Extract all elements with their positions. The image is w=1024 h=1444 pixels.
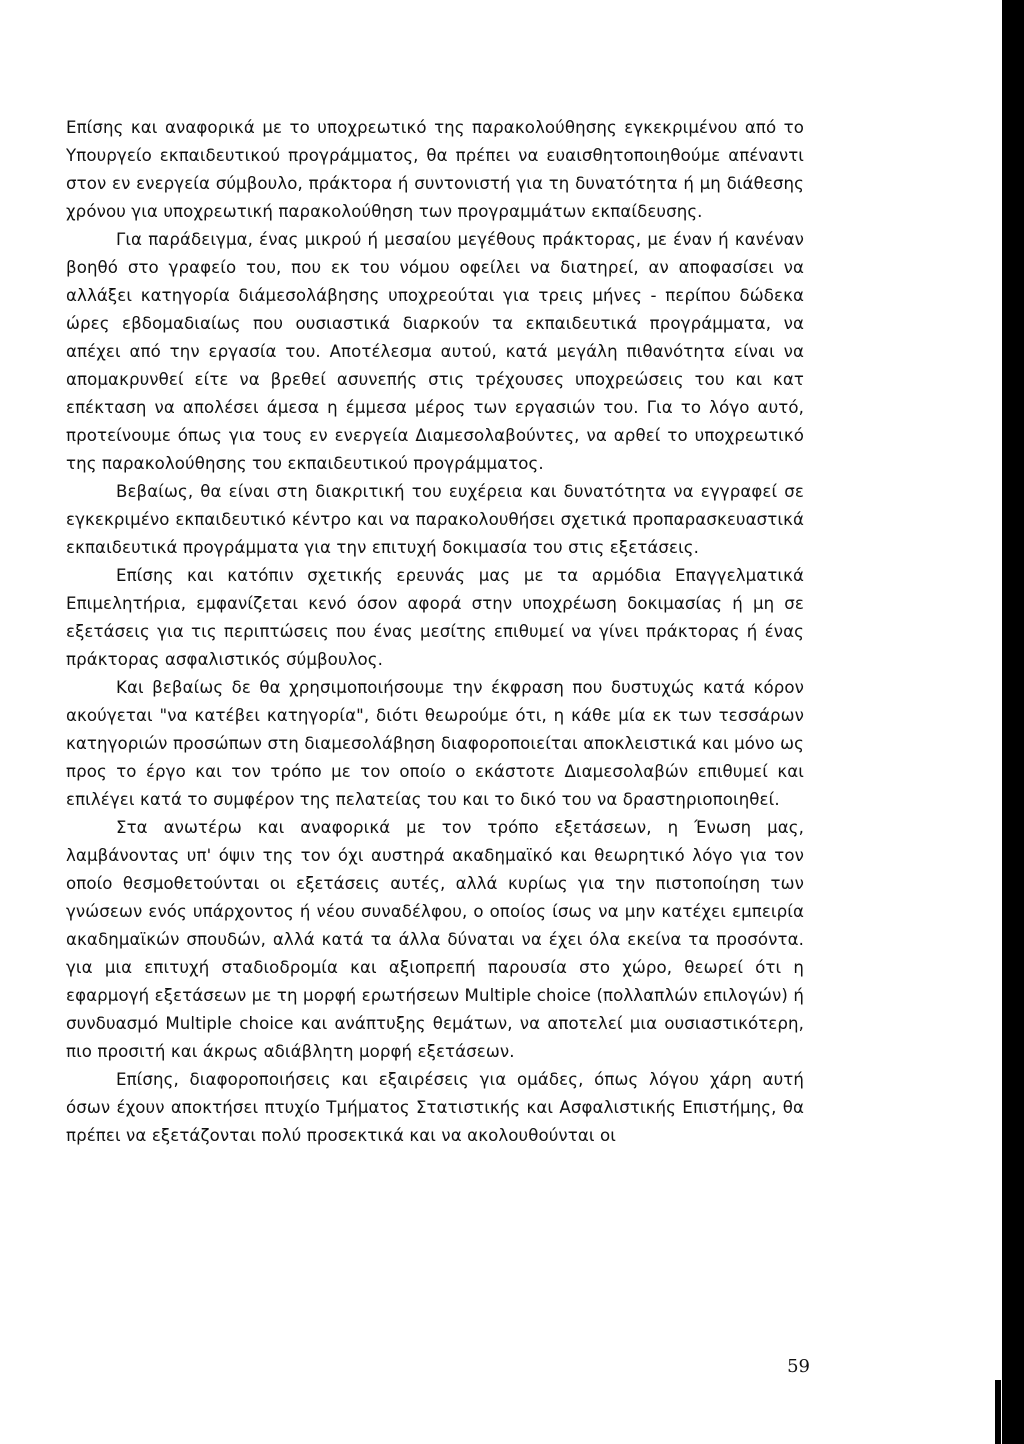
body-text (66, 114, 804, 1150)
page-number: 59 (787, 1356, 810, 1377)
scan-edge-mark (995, 1380, 1001, 1444)
paragraph-4: Επίσης και κατόπιν σχετικής ερευνάς μας με τα αρμόδια Επαγγελματικά Επιμελητήρια, εμφανίζεται κενό όσον αφορά στην υποχρέωση δοκιμασίας ή μη σε εξετάσεις για τις περιπτώσεις που ένας μεσίτης επιθυμεί να γίνει πράκτορας ή ένας πράκτορας ασφαλιστικός σύμβουλος. (66, 566, 804, 669)
paragraph-7: Επίσης, διαφοροποιήσεις και εξαιρέσεις για ομάδες, όπως λόγου χάρη αυτή όσων έχουν αποκτήσει πτυχίο Τμήματος Στατιστικής και Ασφαλιστικής Επιστήμης, θα πρέπει να εξετάζονται πολύ προσεκτικά και να ακολουθούνται οι (66, 1070, 804, 1145)
paragraph-1: Επίσης και αναφορικά με το υποχρεωτικό της παρακολούθησης εγκεκριμένου από το Υπουργείο εκπαιδευτικού προγράμματος, θα πρέπει να ευαισθητοποιηθούμε απέναντι στον εν ενεργεία σύμβουλο, πράκτορα ή συντονιστή για τη δυνατότητα ή μη διάθεσης χρόνου για υποχρεωτική παρακολούθηση των προγραμμάτων εκπαίδευσης. (66, 118, 804, 221)
paragraph-6: Στα ανωτέρω και αναφορικά με τον τρόπο εξετάσεων, η Ένωση μας, λαμβάνοντας υπ' όψιν της τον όχι αυστηρά ακαδημαϊκό και θεωρητικό λόγο για τον οποίο θεσμοθετούνται οι εξετάσεις αυτές, αλλά κυρίως για την πιστοποίηση των γνώσεων ενός υπάρχοντος ή νέου συναδέλφου, ο οποίος ίσως να μην κατέχει εμπειρία ακαδημαϊκών σπουδών, αλλά κατά τα άλλα δύναται να έχει όλα εκείνα τα προσόντα. για μια επιτυχή σταδιοδρομία και αξιοπρεπή παρουσία στο χώρο, θεωρεί ότι η εφαρμογή εξετάσεων με τη μορφή ερωτήσεων Multiple choice (πολλαπλών επιλογών) ή συνδυασμό Multiple choice και ανάπτυξης θεμάτων, να αποτελεί μια ουσιαστικότερη, πιο προσιτή και άκρως αδιάβλητη μορφή εξετάσεων. (66, 818, 804, 1061)
paragraph-3: Βεβαίως, θα είναι στη διακριτική του ευχέρεια και δυνατότητα να εγγραφεί σε εγκεκριμένο εκπαιδευτικό κέντρο και να παρακολουθήσει σχετικά προπαρασκευαστικά εκπαιδευτικά προγράμματα για την επιτυχή δοκιμασία του στις εξετάσεις. (66, 482, 804, 557)
paragraph-5: Και βεβαίως δε θα χρησιμοποιήσουμε την έκφραση που δυστυχώς κατά κόρον ακούγεται "να κατέβει κατηγορία", διότι θεωρούμε ότι, η κάθε μία εκ των τεσσάρων κατηγοριών προσώπων στη διαμεσολάβηση διαφοροποιείται αποκλειστικά και μόνο ως προς το έργο και τον τρόπο με τον οποίο ο εκάστοτε Διαμεσολαβών επιθυμεί και επιλέγει κατά το συμφέρον της πελατείας του και το δικό του να δραστηριοποιηθεί. (66, 678, 804, 809)
paragraph-2: Για παράδειγμα, ένας μικρού ή μεσαίου μεγέθους πράκτορας, με έναν ή κανέναν βοηθό στο γραφείο του, που εκ του νόμου οφείλει να διατηρεί, αν αποφασίσει να αλλάξει κατηγορία διάμεσολάβησης υποχρεούται για τρεις μήνες - περίπου δώδεκα ώρες εβδομαδιαίως που ουσιαστικά διαρκούν τα εκπαιδευτικά προγράμματα, να απέχει από την εργασία του. Αποτέλεσμα αυτού, κατά μεγάλη πιθανότητα είναι να απομακρυνθεί είτε να βρεθεί ασυνεπής στις τρέχουσες υποχρεώσεις του και κατ επέκταση να απολέσει άμεσα η έμμεσα μέρος των εργασιών του. Για το λόγο αυτό, προτείνουμε όπως για τους εν ενεργεία Διαμεσολαβούντες, να αρθεί το υποχρεωτικό της παρακολούθησης του εκπαιδευτικού προγράμματος. (66, 230, 804, 473)
